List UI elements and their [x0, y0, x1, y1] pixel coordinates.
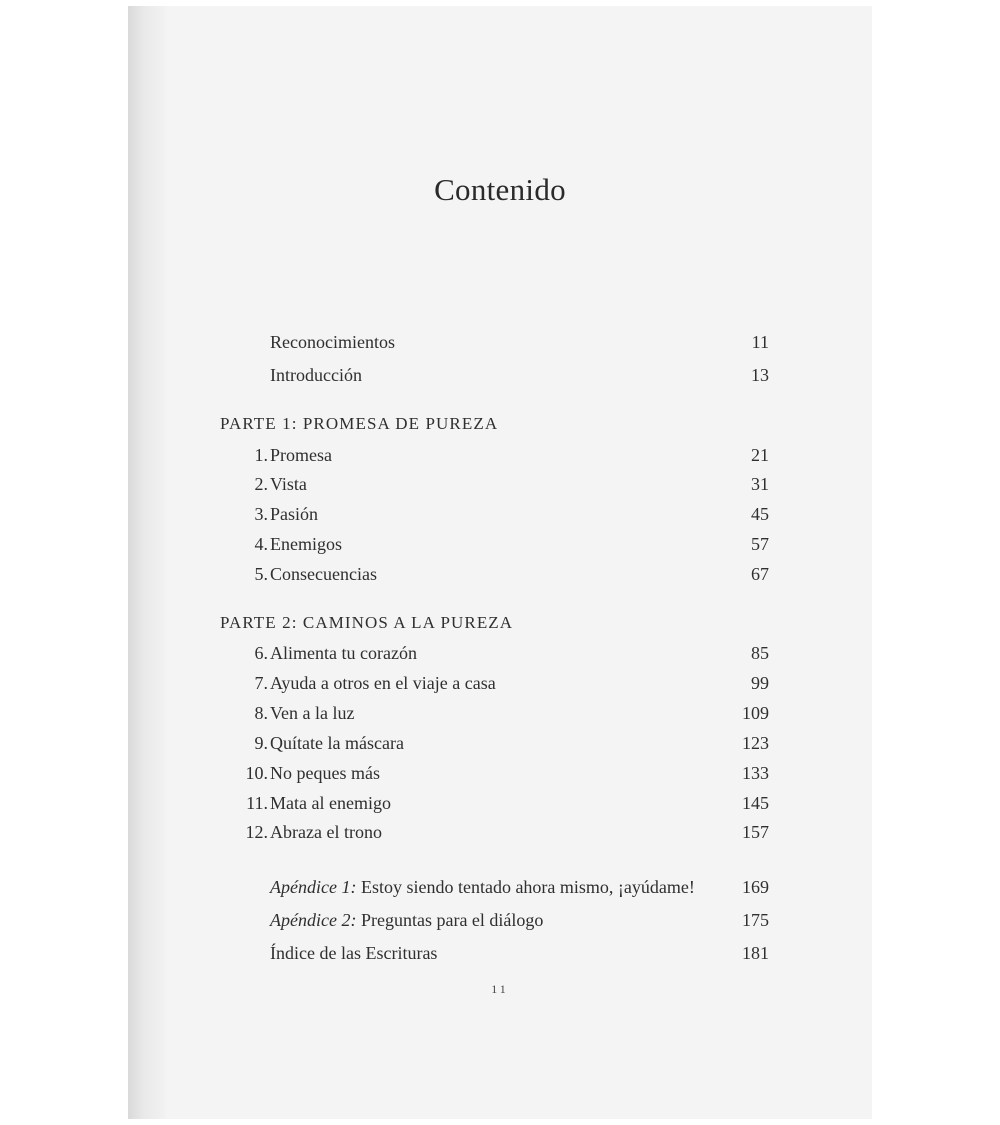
toc-entry-label: Ayuda a otros en el viaje a casa: [270, 673, 496, 693]
chapter-number: 1.: [254, 445, 268, 465]
index-title: Índice de las Escrituras: [270, 943, 438, 963]
chapter-number: 12.: [245, 822, 268, 842]
chapter-number: 3.: [254, 504, 268, 524]
toc-entry-label: [270, 875, 695, 899]
toc-entry: [128, 820, 872, 844]
toc-entry-label: Consecuencias: [270, 564, 377, 584]
page-number-folio: 11: [491, 982, 509, 996]
toc-entry: [128, 502, 872, 526]
toc-entry: [128, 443, 872, 467]
appendix-prefix: Apéndice 2:: [270, 910, 357, 930]
chapter-number: 5.: [254, 564, 268, 584]
chapter-number: 2.: [254, 474, 268, 494]
toc-entry-label: Quítate la máscara: [270, 733, 404, 753]
appendix-prefix: Apéndice 1:: [270, 877, 357, 897]
toc-entry: [128, 791, 872, 815]
toc-entry-page: 67: [751, 564, 769, 584]
toc-entry-label: Enemigos: [270, 534, 342, 554]
toc-entry: [128, 671, 872, 695]
toc-entry-page: 13: [751, 365, 769, 385]
toc-entry: [128, 532, 872, 556]
chapter-number: 9.: [254, 733, 268, 753]
toc-entry-page: 133: [742, 763, 769, 783]
toc-entry-label: Ven a la luz: [270, 703, 355, 723]
toc-entry-label: Abraza el trono: [270, 822, 382, 842]
chapter-number: 7.: [254, 673, 268, 693]
chapter-number: 4.: [254, 534, 268, 554]
toc-entry-page: 175: [742, 910, 769, 930]
toc-entry: [128, 641, 872, 665]
table-of-contents: [128, 6, 872, 1119]
toc-entry: [128, 562, 872, 586]
toc-entry-label: Reconocimientos: [270, 332, 395, 352]
toc-entry-page: 11: [751, 332, 769, 352]
toc-entry-page: 31: [751, 474, 769, 494]
toc-entry-page: 57: [751, 534, 769, 554]
toc-entry-label: Promesa: [270, 445, 332, 465]
part-heading: PARTE 1: PROMESA DE PUREZA: [220, 414, 499, 433]
chapter-number: 11.: [246, 793, 268, 813]
book-page: [128, 6, 872, 1119]
toc-entry-page: 157: [742, 822, 769, 842]
toc-entry-page: 109: [742, 703, 769, 723]
toc-entry-page: 85: [751, 643, 769, 663]
toc-entry: [128, 472, 872, 496]
toc-entry: [128, 761, 872, 785]
toc-entry-page: 169: [742, 877, 769, 897]
page-title: Contenido: [434, 172, 566, 207]
toc-entry: [128, 330, 872, 354]
toc-entry-page: 99: [751, 673, 769, 693]
chapter-number: 6.: [254, 643, 268, 663]
part-heading: PARTE 2: CAMINOS A LA PUREZA: [220, 613, 514, 632]
toc-entry-page: 45: [751, 504, 769, 524]
toc-entry-label: No peques más: [270, 763, 380, 783]
toc-entry: [128, 701, 872, 725]
toc-entry-label: Pasión: [270, 504, 319, 524]
toc-entry-label: Vista: [270, 474, 307, 494]
chapter-number: 8.: [254, 703, 268, 723]
toc-entry-page: 145: [742, 793, 769, 813]
toc-entry: [128, 941, 872, 965]
toc-entry-label: [270, 908, 543, 932]
appendix-title: Preguntas para el diálogo: [356, 910, 544, 930]
appendix-title: Estoy siendo tentado ahora mismo, ¡ayúdame!: [356, 877, 695, 897]
toc-entry-label: Alimenta tu corazón: [270, 643, 417, 663]
toc-entry-page: 123: [742, 733, 769, 753]
toc-entry-page: 21: [751, 445, 769, 465]
toc-entry-page: 181: [742, 943, 769, 963]
chapter-number: 10.: [245, 763, 268, 783]
toc-entry: [128, 875, 872, 899]
toc-entry-label: [270, 941, 437, 965]
toc-entry: [128, 363, 872, 387]
toc-entry: [128, 731, 872, 755]
toc-entry-label: Mata al enemigo: [270, 793, 391, 813]
toc-entry-label: Introducción: [270, 365, 362, 385]
toc-entry: [128, 908, 872, 932]
